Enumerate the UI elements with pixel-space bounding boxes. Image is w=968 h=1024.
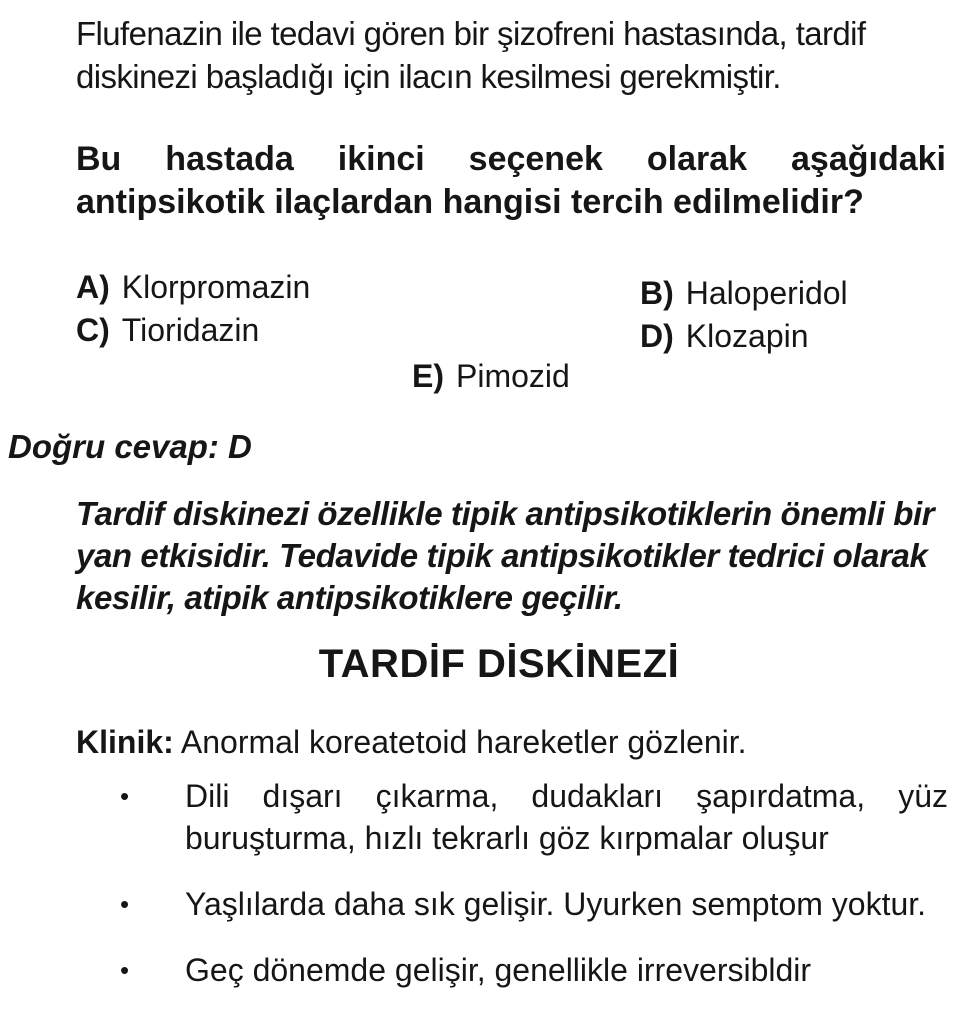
list-item-text: Dili dışarı çıkarma, dudakları şapırdatma, yüz buruşturma, hızlı tekrarlı göz kırpmalar oluşur: [185, 778, 948, 856]
option-b: [640, 274, 848, 312]
option-d: [640, 317, 809, 355]
list-item-text: Yaşlılarda daha sık gelişir. Uyurken semptom yoktur.: [185, 886, 927, 922]
option-a: [76, 268, 310, 306]
list-item-text: Geç dönemde gelişir, genellikle irreversibldir: [185, 952, 812, 988]
list-item: [118, 949, 948, 991]
clinic-text: Anormal koreatetoid hareketler gözlenir.: [180, 724, 747, 760]
option-text: Tioridazin: [121, 312, 260, 348]
option-letter: D): [640, 318, 674, 354]
question-prompt: Bu hastada ikinci seçenek olarak aşağıdaki antipsikotik ilaçlardan hangisi tercih edilmelidir?: [76, 140, 946, 221]
symptom-list: [118, 775, 948, 1015]
option-letter: E): [412, 358, 444, 394]
list-item: [118, 775, 948, 859]
clinic-line: [76, 722, 747, 762]
clinic-label: Klinik:: [76, 724, 174, 760]
option-e: [412, 357, 570, 395]
correct-answer: Doğru cevap: D: [8, 428, 252, 465]
bullet-icon: •: [120, 955, 130, 985]
option-letter: C): [76, 312, 110, 348]
option-letter: A): [76, 269, 110, 305]
bullet-icon: •: [120, 781, 130, 811]
list-item: [118, 883, 948, 925]
option-text: Haloperidol: [685, 275, 848, 311]
option-text: Pimozid: [456, 358, 570, 394]
answer-explanation: Tardif diskinezi özellikle tipik antipsikotiklerin önemli bir yan etkisidir. Tedavide tipik antipsikotikler tedrici olarak kesilir, atipik antipsikotiklere geçilir.: [76, 495, 935, 616]
option-text: Klorpromazin: [121, 269, 311, 305]
option-letter: B): [640, 275, 674, 311]
option-c: [76, 311, 259, 349]
question-stem: Flufenazin ile tedavi gören bir şizofreni hastasında, tardif diskinezi başladığı için ilacın kesilmesi gerekmiştir.: [76, 15, 866, 95]
bullet-icon: •: [120, 889, 130, 919]
section-title: TARDİF DİSKİNEZİ: [318, 642, 680, 686]
option-text: Klozapin: [685, 318, 809, 354]
